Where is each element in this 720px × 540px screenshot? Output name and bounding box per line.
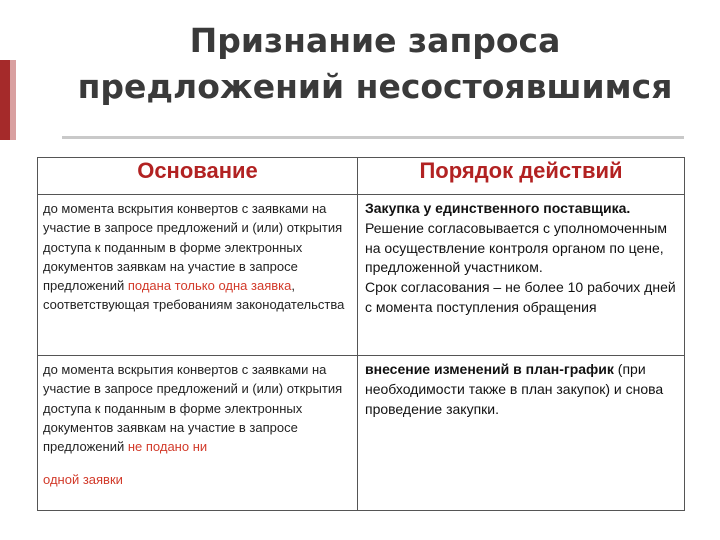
row2-action-text: (при необходимости также в план закупок) и снова проведение закупки. [365,361,664,417]
accent-bar-light [10,60,16,140]
row2-action-cell [358,356,685,511]
slide-title [50,18,700,110]
row2-action-bold: внесение изменений в план-график [365,361,614,377]
table-row [38,356,685,511]
accent-bar [0,60,10,140]
row2-basis-highlight-1: не подано ни [127,439,208,455]
title-line-2: предложений несостоявшимся [77,67,673,106]
row1-action-text2: Срок согласования – не более 10 рабочих дней с момента поступления обращения [365,279,676,315]
header-actions: Порядок действий [358,158,685,195]
row1-action-text: Решение согласовывается с уполномоченным на осуществление контроля органом по цене, предложенной участником. [365,219,667,276]
title-divider [62,136,684,139]
row1-basis-cell [38,195,358,356]
row2-basis-text: до момента вскрытия конвертов с заявками на участие в запросе предложений и (или) открытия доступа к поданным в форме электронных документов заявкам на участие в запросе предложений [43,362,343,455]
row1-action-cell [358,195,685,356]
row1-basis-tail: , соответствующая требованиям законодательства [43,278,345,313]
table-row [38,195,685,356]
table-header-row [38,158,685,195]
row1-basis-text: до момента вскрытия конвертов с заявками на участие в запросе предложений и (или) открытия доступа к поданным в форме электронных документов заявкам на участие в запросе предложений [43,201,343,294]
conditions-table [37,157,685,511]
row1-action-bold: Закупка у единственного поставщика. [365,200,631,216]
row2-gap [43,456,353,470]
row1-basis-highlight: подана только одна заявка [127,278,292,294]
title-line-1: Признание запроса [189,21,561,60]
row2-basis-cell [38,356,358,511]
row2-basis-highlight-2: одной заявки [43,472,123,488]
header-basis: Основание [38,158,358,195]
